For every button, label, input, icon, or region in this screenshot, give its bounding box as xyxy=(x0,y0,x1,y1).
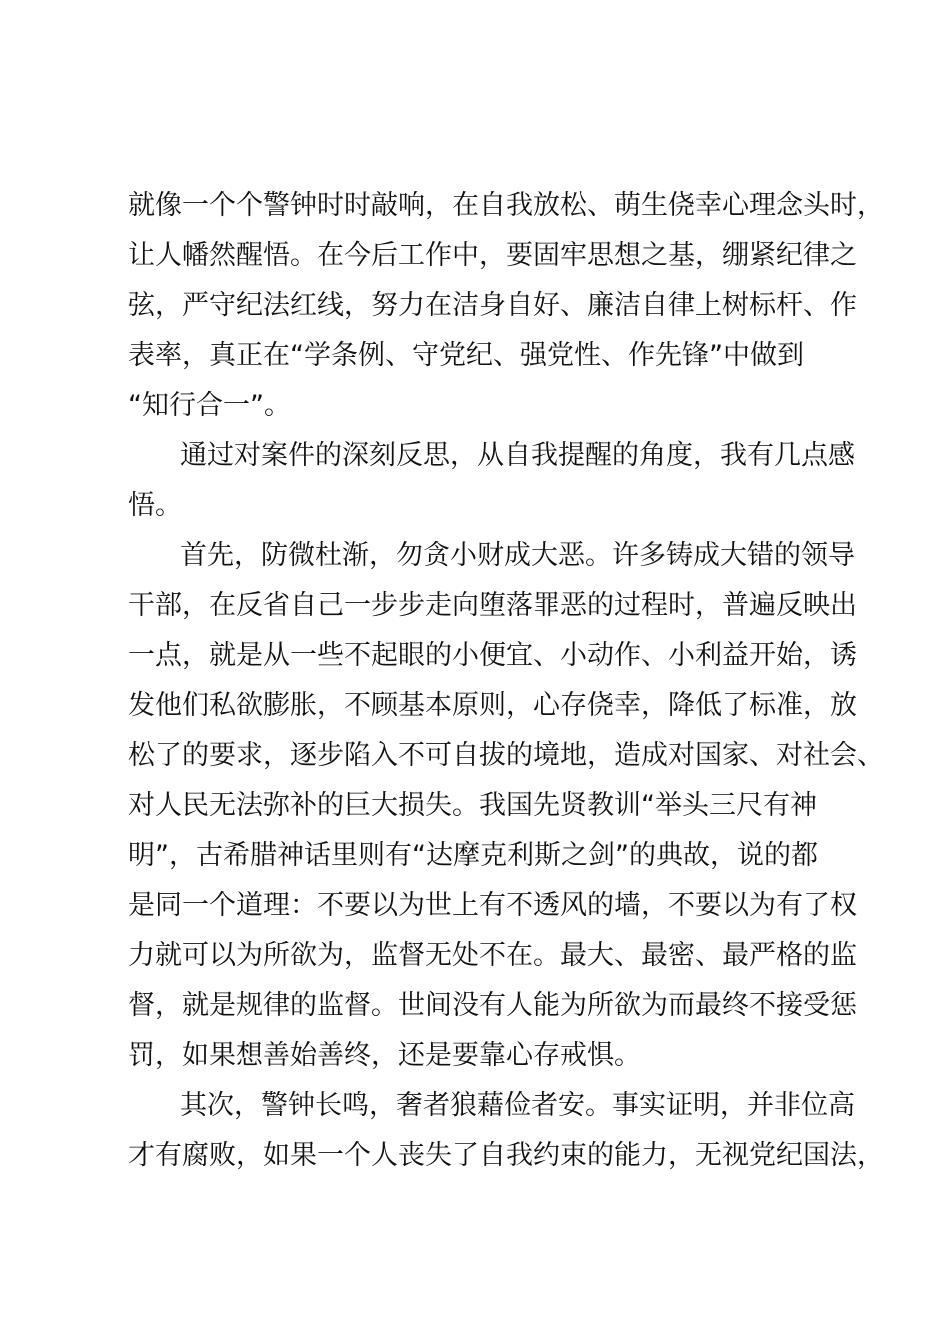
text-line: 弦，严守纪法红线，努力在洁身自好、廉洁自律上树标杆、作 xyxy=(128,290,857,321)
paragraph-first-line: 通过对案件的深刻反思，从自我提醒的角度，我有几点感 xyxy=(180,440,855,471)
text-line: 就像一个个警钟时时敲响，在自我放松、萌生侥幸心理念头时， xyxy=(128,190,884,221)
text-line: 松了的要求，逐步陷入不可自拔的境地，造成对国家、对社会、 xyxy=(128,740,884,771)
text-line: 是同一个道理：不要以为世上有不透风的墙，不要以为有了权 xyxy=(128,890,857,921)
text-line: 悟。 xyxy=(128,490,182,521)
document-body xyxy=(128,181,884,1181)
text-line: 干部，在反省自己一步步走向堕落罪恶的过程时，普遍反映出 xyxy=(128,590,857,621)
text-line: 让人幡然醒悟。在今后工作中，要固牢思想之基，绷紧纪律之 xyxy=(128,240,857,271)
text-line: 发他们私欲膨胀，不顾基本原则，心存侥幸，降低了标准，放 xyxy=(128,690,857,721)
text-line: 表率，真正在“学条例、守党纪、强党性、作先锋”中做到 xyxy=(128,340,804,371)
text-line: 对人民无法弥补的巨大损失。我国先贤教训“举头三尺有神 xyxy=(128,790,817,821)
text-line: 力就可以为所欲为，监督无处不在。最大、最密、最严格的监 xyxy=(128,940,857,971)
paragraph-first-line: 其次，警钟长鸣，奢者狼藉俭者安。事实证明，并非位高 xyxy=(180,1090,855,1121)
text-line: 才有腐败，如果一个人丧失了自我约束的能力，无视党纪国法， xyxy=(128,1140,884,1171)
text-line: 督，就是规律的监督。世间没有人能为所欲为而最终不接受惩 xyxy=(128,990,857,1021)
paragraph-first-line: 首先，防微杜渐，勿贪小财成大恶。许多铸成大错的领导 xyxy=(180,540,855,571)
text-line: 一点，就是从一些不起眼的小便宜、小动作、小利益开始，诱 xyxy=(128,640,857,671)
text-line: “知行合一”。 xyxy=(128,390,291,421)
text-line: 罚，如果想善始善终，还是要靠心存戒惧。 xyxy=(128,1040,641,1071)
text-line: 明”，古希腊神话里则有“达摩克利斯之剑”的典故，说的都 xyxy=(128,840,818,871)
